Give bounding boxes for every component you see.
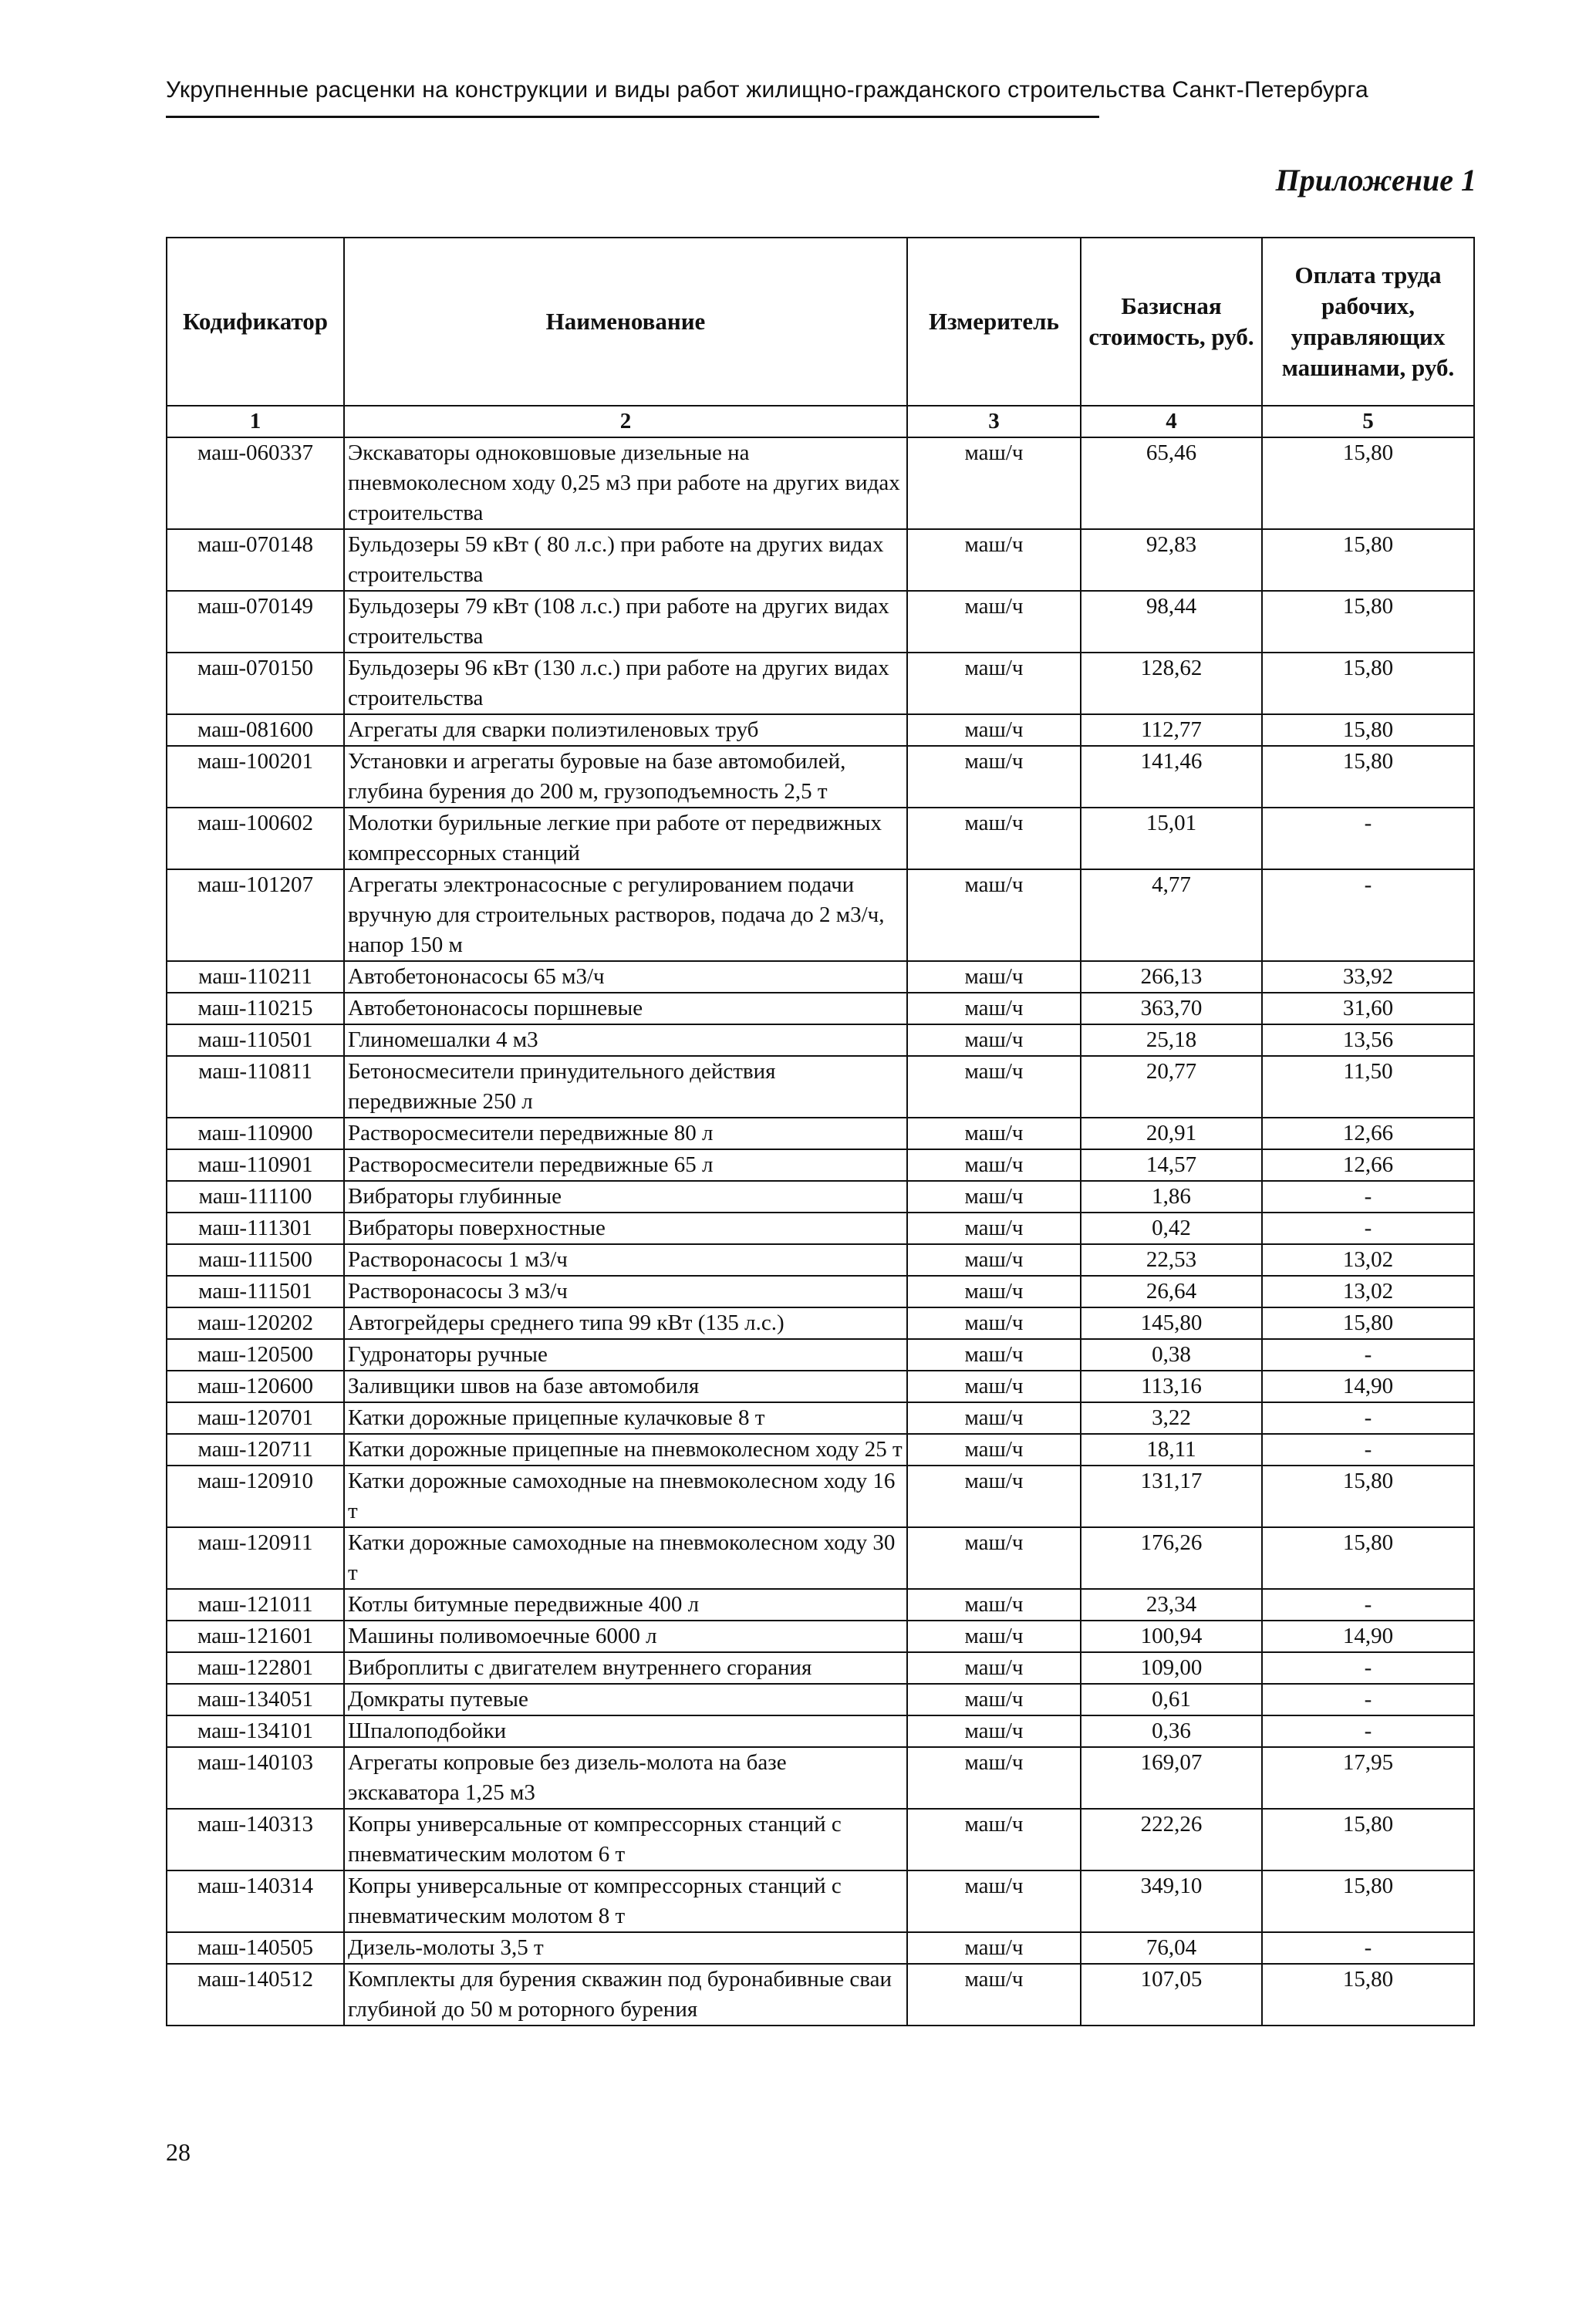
column-numbers-row [167,406,1474,437]
column-number: 3 [907,406,1081,437]
cell-cost: 20,77 [1081,1056,1262,1118]
column-number: 2 [344,406,907,437]
table-row [167,1213,1474,1244]
cell-code: маш-140505 [167,1932,344,1964]
cell-cost: 25,18 [1081,1024,1262,1056]
cell-labor: - [1262,1589,1474,1621]
cell-labor: 13,56 [1262,1024,1474,1056]
cell-labor: 13,02 [1262,1244,1474,1276]
cell-code: маш-111100 [167,1181,344,1213]
cell-code: маш-100201 [167,746,344,808]
cell-unit: маш/ч [907,1339,1081,1371]
cell-unit: маш/ч [907,1527,1081,1589]
page-number: 28 [166,2138,191,2166]
cell-code: маш-070148 [167,529,344,591]
table-row [167,1181,1474,1213]
header-cost: Базисная стоимость, руб. [1081,238,1262,406]
cell-cost: 349,10 [1081,1870,1262,1932]
cell-unit: маш/ч [907,1307,1081,1339]
cell-unit: маш/ч [907,1024,1081,1056]
cell-labor: 15,80 [1262,591,1474,653]
cell-cost: 0,42 [1081,1213,1262,1244]
cell-cost: 141,46 [1081,746,1262,808]
cell-unit: маш/ч [907,1932,1081,1964]
cell-code: маш-120910 [167,1466,344,1527]
cell-cost: 145,80 [1081,1307,1262,1339]
cell-code: маш-110211 [167,961,344,993]
cell-name: Растворосмесители передвижные 80 л [344,1118,907,1149]
cell-labor: - [1262,1434,1474,1466]
cell-unit: маш/ч [907,961,1081,993]
cell-name: Вибраторы глубинные [344,1181,907,1213]
table-row [167,437,1474,529]
cell-unit: маш/ч [907,1434,1081,1466]
cell-labor: 15,80 [1262,1964,1474,2026]
table-row [167,1118,1474,1149]
cell-labor: 11,50 [1262,1056,1474,1118]
table-row [167,961,1474,993]
cell-cost: 222,26 [1081,1809,1262,1870]
cell-name: Установки и агрегаты буровые на базе автомобилей, глубина бурения до 200 м, грузоподъемность 2,5 т [344,746,907,808]
cell-code: маш-110811 [167,1056,344,1118]
column-number: 1 [167,406,344,437]
table-row [167,808,1474,869]
table-row [167,1434,1474,1466]
cell-unit: маш/ч [907,591,1081,653]
table-row [167,1307,1474,1339]
cell-unit: маш/ч [907,1466,1081,1527]
cell-name: Катки дорожные самоходные на пневмоколесном ходу 16 т [344,1466,907,1527]
cell-labor: 15,80 [1262,1870,1474,1932]
cell-labor: - [1262,808,1474,869]
cell-cost: 131,17 [1081,1466,1262,1527]
cell-name: Автогрейдеры среднего типа 99 кВт (135 л.с.) [344,1307,907,1339]
table-row [167,1870,1474,1932]
header-name: Наименование [344,238,907,406]
table-row [167,1056,1474,1118]
cell-unit: маш/ч [907,1589,1081,1621]
header-code: Кодификатор [167,238,344,406]
header-rule [166,116,1099,118]
cell-cost: 1,86 [1081,1181,1262,1213]
cell-cost: 20,91 [1081,1118,1262,1149]
cell-name: Агрегаты копровые без дизель-молота на базе экскаватора 1,25 м3 [344,1747,907,1809]
cell-name: Домкраты путевые [344,1684,907,1715]
table-row [167,1715,1474,1747]
cell-unit: маш/ч [907,869,1081,961]
cell-cost: 92,83 [1081,529,1262,591]
cell-unit: маш/ч [907,1747,1081,1809]
cell-unit: маш/ч [907,993,1081,1024]
cell-cost: 176,26 [1081,1527,1262,1589]
cell-name: Растворосмесители передвижные 65 л [344,1149,907,1181]
cell-unit: маш/ч [907,1684,1081,1715]
cell-name: Растворонасосы 1 м3/ч [344,1244,907,1276]
cell-cost: 98,44 [1081,591,1262,653]
cell-code: маш-110215 [167,993,344,1024]
cell-code: маш-140103 [167,1747,344,1809]
cell-cost: 0,36 [1081,1715,1262,1747]
cell-labor: 33,92 [1262,961,1474,993]
appendix-label: Приложение 1 [1275,163,1476,197]
table-row [167,1149,1474,1181]
cell-labor: 15,80 [1262,1466,1474,1527]
cell-cost: 22,53 [1081,1244,1262,1276]
cell-unit: маш/ч [907,808,1081,869]
cell-code: маш-101207 [167,869,344,961]
cell-labor: 15,80 [1262,1307,1474,1339]
cell-cost: 76,04 [1081,1932,1262,1964]
cell-name: Катки дорожные прицепные кулачковые 8 т [344,1402,907,1434]
cell-code: маш-060337 [167,437,344,529]
table-row [167,1244,1474,1276]
cell-name: Катки дорожные самоходные на пневмоколесном ходу 30 т [344,1527,907,1589]
column-number: 5 [1262,406,1474,437]
cell-name: Автобетононасосы поршневые [344,993,907,1024]
cell-cost: 169,07 [1081,1747,1262,1809]
cell-code: маш-110501 [167,1024,344,1056]
cell-code: маш-121601 [167,1621,344,1652]
cell-cost: 26,64 [1081,1276,1262,1307]
cell-code: маш-111501 [167,1276,344,1307]
cell-labor: - [1262,1932,1474,1964]
cell-labor: 15,80 [1262,653,1474,714]
cell-unit: маш/ч [907,1371,1081,1402]
cell-unit: маш/ч [907,529,1081,591]
cell-unit: маш/ч [907,1181,1081,1213]
cell-code: маш-122801 [167,1652,344,1684]
cell-code: маш-134051 [167,1684,344,1715]
cell-code: маш-111500 [167,1244,344,1276]
cell-code: маш-120600 [167,1371,344,1402]
cell-code: маш-081600 [167,714,344,746]
cell-code: маш-120202 [167,1307,344,1339]
table-row [167,993,1474,1024]
cell-cost: 100,94 [1081,1621,1262,1652]
table-row [167,1276,1474,1307]
cell-name: Молотки бурильные легкие при работе от передвижных компрессорных станций [344,808,907,869]
cell-code: маш-110901 [167,1149,344,1181]
cell-unit: маш/ч [907,1213,1081,1244]
table-row [167,746,1474,808]
cell-name: Дизель-молоты 3,5 т [344,1932,907,1964]
cell-name: Растворонасосы 3 м3/ч [344,1276,907,1307]
cell-name: Гудронаторы ручные [344,1339,907,1371]
cell-code: маш-134101 [167,1715,344,1747]
table-row [167,1809,1474,1870]
cell-labor: 15,80 [1262,437,1474,529]
cell-name: Автобетононасосы 65 м3/ч [344,961,907,993]
table-row [167,1621,1474,1652]
table-row [167,529,1474,591]
cell-labor: 15,80 [1262,714,1474,746]
cell-name: Бульдозеры 79 кВт (108 л.с.) при работе на других видах строительства [344,591,907,653]
page-header-title: Укрупненные расценки на конструкции и виды работ жилищно-гражданского строительства Санкт-Петербурга [166,77,1368,103]
cell-cost: 266,13 [1081,961,1262,993]
cell-labor: - [1262,1652,1474,1684]
cell-labor: 12,66 [1262,1118,1474,1149]
header-unit: Измеритель [907,238,1081,406]
cell-cost: 128,62 [1081,653,1262,714]
table-row [167,1747,1474,1809]
cell-labor: 15,80 [1262,529,1474,591]
cell-cost: 15,01 [1081,808,1262,869]
cell-labor: - [1262,1181,1474,1213]
cell-unit: маш/ч [907,746,1081,808]
column-number: 4 [1081,406,1262,437]
cell-name: Бульдозеры 96 кВт (130 л.с.) при работе на других видах строительства [344,653,907,714]
cell-code: маш-140512 [167,1964,344,2026]
cell-cost: 0,38 [1081,1339,1262,1371]
cell-labor: 14,90 [1262,1621,1474,1652]
cell-code: маш-070149 [167,591,344,653]
cell-labor: 17,95 [1262,1747,1474,1809]
cell-code: маш-100602 [167,808,344,869]
table-row [167,714,1474,746]
cell-name: Бульдозеры 59 кВт ( 80 л.с.) при работе на других видах строительства [344,529,907,591]
table-row [167,1652,1474,1684]
cell-unit: маш/ч [907,653,1081,714]
cell-labor: 15,80 [1262,1527,1474,1589]
table-row [167,1466,1474,1527]
cell-cost: 112,77 [1081,714,1262,746]
table-row [167,1339,1474,1371]
cell-unit: маш/ч [907,1244,1081,1276]
cell-cost: 0,61 [1081,1684,1262,1715]
table-row [167,869,1474,961]
cell-unit: маш/ч [907,437,1081,529]
table-row [167,1527,1474,1589]
cell-cost: 4,77 [1081,869,1262,961]
cell-unit: маш/ч [907,1149,1081,1181]
table-row [167,1589,1474,1621]
cell-code: маш-121011 [167,1589,344,1621]
cell-code: маш-120701 [167,1402,344,1434]
cell-labor: 31,60 [1262,993,1474,1024]
cell-name: Вибраторы поверхностные [344,1213,907,1244]
cell-unit: маш/ч [907,1118,1081,1149]
cell-code: маш-070150 [167,653,344,714]
cell-code: маш-120500 [167,1339,344,1371]
cell-unit: маш/ч [907,1870,1081,1932]
table-body [167,437,1474,2026]
cell-code: маш-140314 [167,1870,344,1932]
header-labor: Оплата труда рабочих, управляющих машинами, руб. [1262,238,1474,406]
cell-name: Бетоносмесители принудительного действия передвижные 250 л [344,1056,907,1118]
cell-name: Машины поливомоечные 6000 л [344,1621,907,1652]
cell-unit: маш/ч [907,1964,1081,2026]
table-row [167,591,1474,653]
cell-labor: 13,02 [1262,1276,1474,1307]
cell-name: Комплекты для бурения скважин под буронабивные сваи глубиной до 50 м роторного бурения [344,1964,907,2026]
cell-name: Заливщики швов на базе автомобиля [344,1371,907,1402]
table-header-row [167,238,1474,406]
cell-code: маш-140313 [167,1809,344,1870]
cell-cost: 363,70 [1081,993,1262,1024]
cell-cost: 107,05 [1081,1964,1262,2026]
cell-labor: - [1262,1339,1474,1371]
table-row [167,1964,1474,2026]
cell-labor: 15,80 [1262,1809,1474,1870]
cell-name: Катки дорожные прицепные на пневмоколесном ходу 25 т [344,1434,907,1466]
cell-labor: - [1262,1684,1474,1715]
table-row [167,1371,1474,1402]
cell-unit: маш/ч [907,1715,1081,1747]
cell-labor: - [1262,869,1474,961]
cell-name: Агрегаты электронасосные с регулированием подачи вручную для строительных растворов, подача до 2 м3/ч, напор 150 м [344,869,907,961]
cell-labor: 15,80 [1262,746,1474,808]
cell-name: Экскаваторы одноковшовые дизельные на пневмоколесном ходу 0,25 м3 при работе на других видах строительства [344,437,907,529]
cell-name: Копры универсальные от компрессорных станций с пневматическим молотом 6 т [344,1809,907,1870]
cell-unit: маш/ч [907,1652,1081,1684]
table-row [167,1684,1474,1715]
cell-cost: 65,46 [1081,437,1262,529]
cell-name: Котлы битумные передвижные 400 л [344,1589,907,1621]
cell-name: Агрегаты для сварки полиэтиленовых труб [344,714,907,746]
cell-code: маш-110900 [167,1118,344,1149]
cell-unit: маш/ч [907,714,1081,746]
cell-labor: - [1262,1213,1474,1244]
cell-code: маш-120711 [167,1434,344,1466]
cell-unit: маш/ч [907,1809,1081,1870]
cell-unit: маш/ч [907,1056,1081,1118]
cell-labor: 12,66 [1262,1149,1474,1181]
cell-cost: 14,57 [1081,1149,1262,1181]
table-row [167,653,1474,714]
cell-name: Копры универсальные от компрессорных станций с пневматическим молотом 8 т [344,1870,907,1932]
table-row [167,1932,1474,1964]
cell-cost: 113,16 [1081,1371,1262,1402]
cell-labor: - [1262,1715,1474,1747]
cell-cost: 18,11 [1081,1434,1262,1466]
cell-name: Глиномешалки 4 м3 [344,1024,907,1056]
cell-cost: 3,22 [1081,1402,1262,1434]
cell-cost: 23,34 [1081,1589,1262,1621]
cell-code: маш-111301 [167,1213,344,1244]
cell-labor: - [1262,1402,1474,1434]
cell-unit: маш/ч [907,1402,1081,1434]
cell-cost: 109,00 [1081,1652,1262,1684]
cell-labor: 14,90 [1262,1371,1474,1402]
cell-unit: маш/ч [907,1276,1081,1307]
table-row [167,1402,1474,1434]
cell-name: Шпалоподбойки [344,1715,907,1747]
table-row [167,1024,1474,1056]
cell-name: Виброплиты с двигателем внутреннего сгорания [344,1652,907,1684]
cell-unit: маш/ч [907,1621,1081,1652]
cell-code: маш-120911 [167,1527,344,1589]
price-table [166,237,1475,2026]
